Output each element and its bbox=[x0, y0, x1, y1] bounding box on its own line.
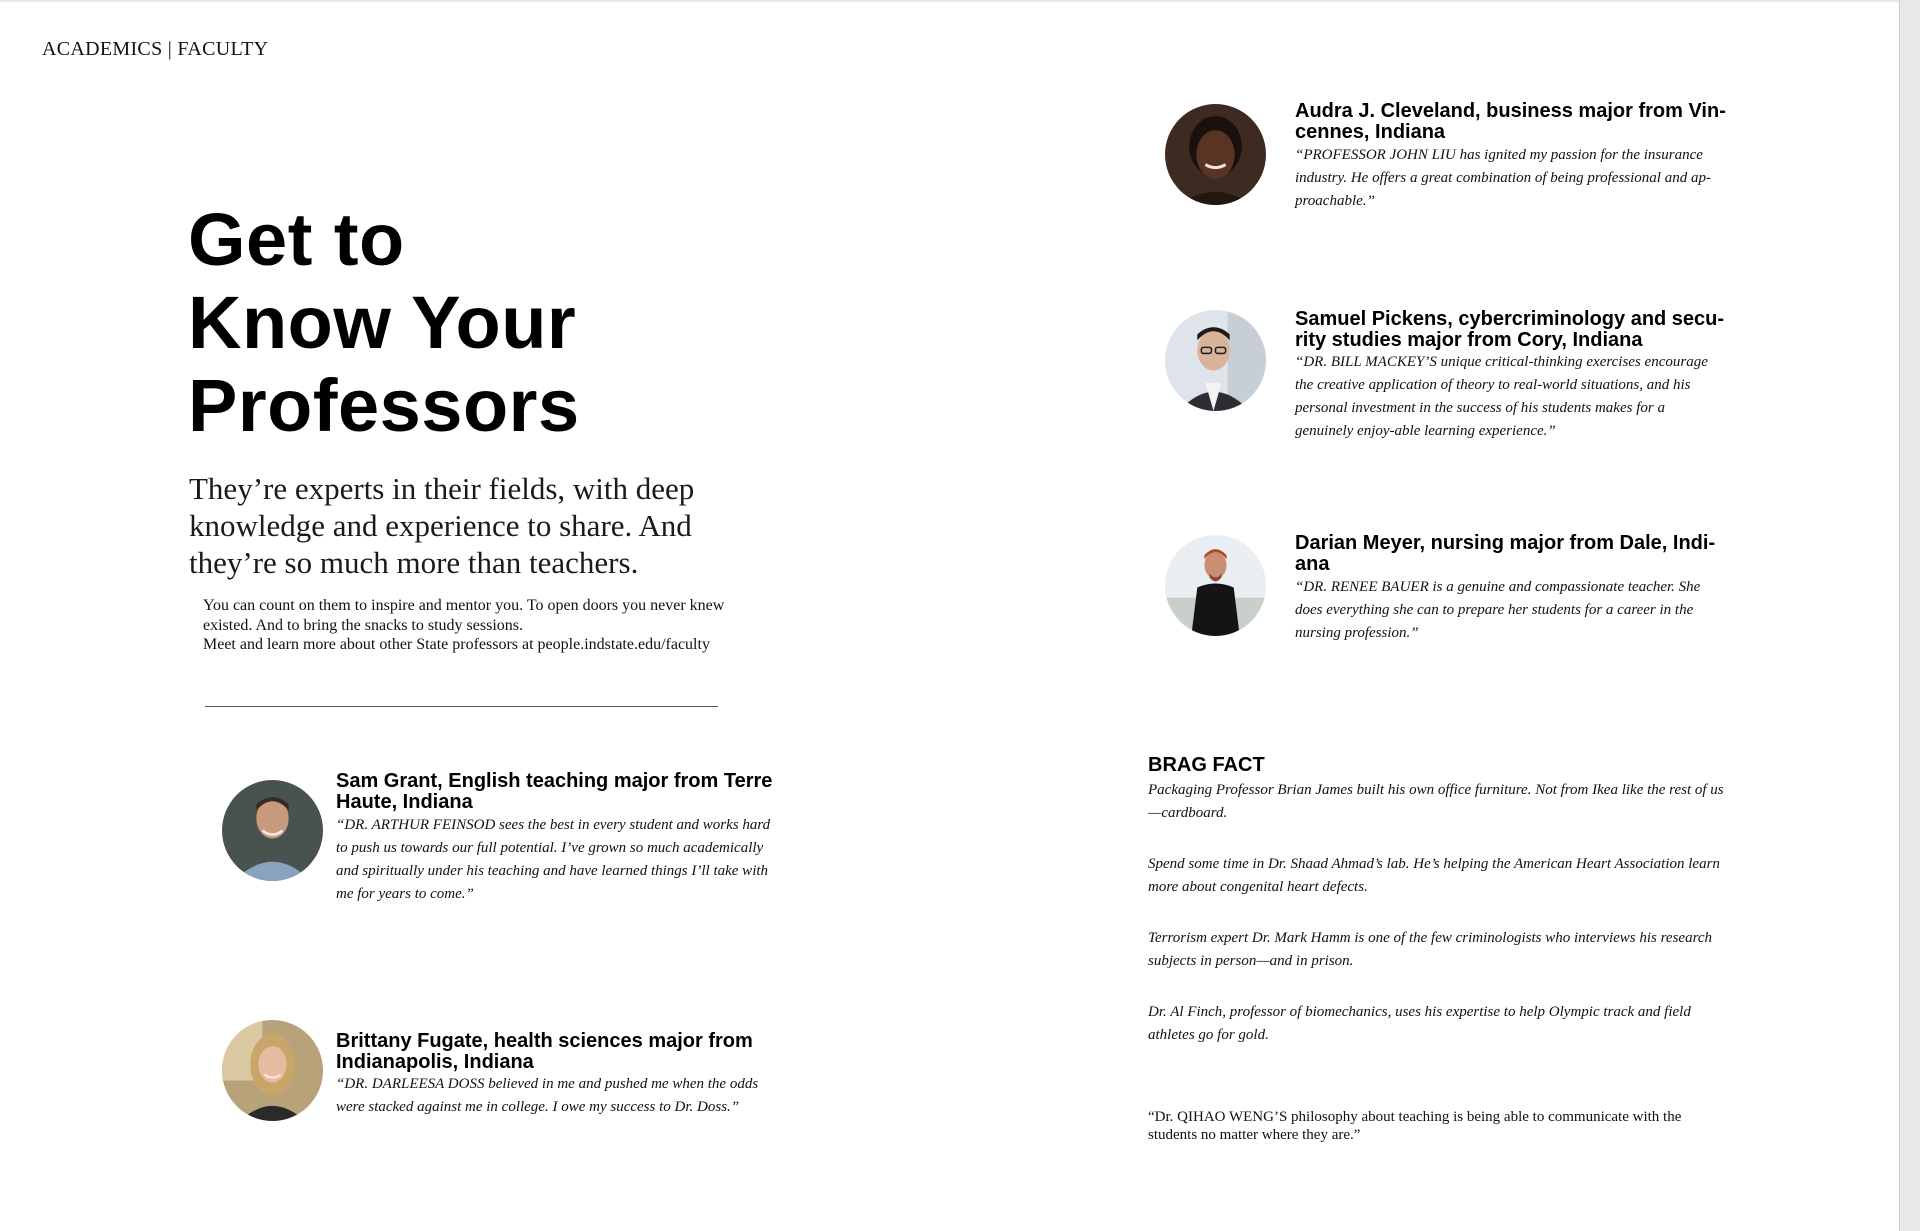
title-line-3: Professors bbox=[188, 364, 580, 447]
section-label: ACADEMICS | FACULTY bbox=[42, 38, 269, 60]
avatar-sam bbox=[222, 780, 323, 881]
closing-quote: “Dr. QIHAO WENG’S philosophy about teaching is being able to communicate with the students no matter where they are.” bbox=[1148, 1109, 1682, 1143]
divider bbox=[205, 706, 718, 707]
subheading: They’re experts in their fields, with deep knowledge and experience to share. And they’re so much more than teachers. bbox=[189, 471, 695, 580]
profile-name: Audra J. Cleveland, business major from Vin-cennes, Indiana bbox=[1295, 100, 1726, 143]
title-line-2: Know Your bbox=[188, 281, 577, 364]
profile-quote: “DR. DARLEESA DOSS believed in me and pushed me when the odds were stacked against me in college. I owe my success to Dr. Doss.” bbox=[336, 1076, 759, 1115]
profile-name: Samuel Pickens, cybercriminology and secu-rity studies major from Cory, Indiana bbox=[1295, 308, 1725, 351]
intro-body bbox=[203, 596, 763, 655]
avatar-darian bbox=[1165, 535, 1266, 636]
profile-quote: “PROFESSOR JOHN LIU has ignited my passion for the insurance industry. He offers a great combination of being professional and ap-proachable.” bbox=[1295, 147, 1711, 209]
page-title bbox=[188, 198, 748, 447]
brag-fact-item: Dr. Al Finch, professor of biomechanics, uses his expertise to help Olympic track and field athletes go for gold. bbox=[1148, 1004, 1691, 1043]
intro-paragraph: You can count on them to inspire and mentor you. To open doors you never knew existed. And to bring the snacks to study sessions. bbox=[203, 597, 725, 634]
brag-fact-item: Packaging Professor Brian James built his own office furniture. Not from Ikea like the rest of us—cardboard. bbox=[1148, 782, 1724, 821]
avatar-brittany bbox=[222, 1020, 323, 1121]
brag-fact-item: Spend some time in Dr. Shaad Ahmad’s lab. He’s helping the American Heart Association learn more about congenital heart defects. bbox=[1148, 856, 1720, 895]
brag-fact-title: BRAG FACT bbox=[1148, 754, 1265, 776]
avatar-samuel bbox=[1165, 310, 1266, 411]
profile-name: Sam Grant, English teaching major from Terre Haute, Indiana bbox=[336, 770, 773, 813]
scrollbar-track[interactable] bbox=[1900, 0, 1920, 1231]
top-border bbox=[0, 0, 1920, 2]
profile-quote: “DR. ARTHUR FEINSOD sees the best in every student and works hard to push us towards our full potential. I’ve grown so much academically and spiritually under his teaching and have learned things I’ll take with me for years to come.” bbox=[336, 817, 771, 902]
brag-fact-item: Terrorism expert Dr. Mark Hamm is one of the few criminologists who interviews his research subjects in person—and in prison. bbox=[1148, 930, 1713, 969]
profile-name: Brittany Fugate, health sciences major from Indianapolis, Indiana bbox=[336, 1030, 753, 1073]
profile-quote: “DR. RENEE BAUER is a genuine and compassionate teacher. She does everything she can to prepare her students for a career in the nursing profession.” bbox=[1295, 579, 1701, 641]
avatar-audra bbox=[1165, 104, 1266, 205]
faculty-link-text: Meet and learn more about other State professors at people.indstate.edu/faculty bbox=[203, 636, 710, 653]
profile-quote: “DR. BILL MACKEY’S unique critical-thinking exercises encourage the creative application of theory to real-world situations, and his personal investment in the success of his students makes for a genuinely enjoy-able learning experience.” bbox=[1295, 354, 1708, 439]
title-line-1: Get to bbox=[188, 198, 405, 281]
profile-name: Darian Meyer, nursing major from Dale, Indi-ana bbox=[1295, 532, 1716, 575]
